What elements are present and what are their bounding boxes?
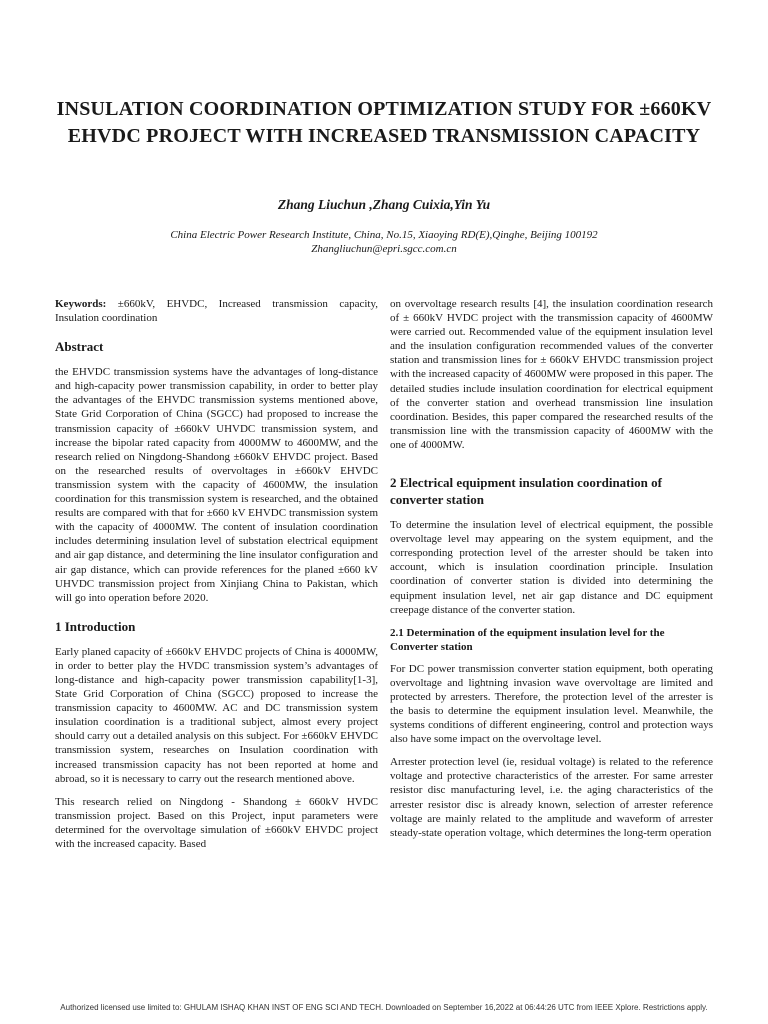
introduction-paragraph-1: Early planed capacity of ±660kV EHVDC projects of China is 4000MW, in order to better play the HVDC transmission system’s advantages of long-distance and high-capacity power transmission capability[1-3], State Grid Corporation of China (SGCC) proposed to increase the transmission capacity to 4600MW. AC and DC transmission system insulation coordination is a traditional subject, almost every project should carry out a detailed analysis on this subject. For ±660kV EHVDC transmission system, researches on Insulation coordination with increased transmission capacity has not been reported at home and abroad, so it is necessary to carry out the research mentioned above. (55, 645, 378, 785)
introduction-paragraph-2: This research relied on Ningdong - Shandong ± 660kV HVDC transmission project. Based on this Project, input parameters were determined for the overvoltage simulation of ±660kV EHVDC project with the increased capacity. Based (55, 795, 378, 850)
introduction-heading: 1 Introduction (55, 618, 136, 634)
section-2-1-heading: 2.1 Determination of the equipment insulation level for the Converter station (390, 626, 665, 653)
right-column (390, 297, 713, 849)
section-2-paragraph-1: To determine the insulation level of electrical equipment, the possible overvoltage level may appearing on the system equipment, and the corresponding protection level of the arrester should be taken into account, which is insulation coordination principle. Insulation coordination of converter station is divided into determining the equipment insulation level, net air gap distance and DC equipment creepage distance of the converter station. (390, 519, 713, 616)
paper-authors: Zhang Liuchun ,Zhang Cuixia,Yin Yu (277, 197, 491, 212)
abstract-heading: Abstract (55, 339, 104, 355)
keywords-paragraph (55, 297, 378, 325)
license-footer: Authorized licensed use limited to: GHULAM ISHAQ KHAN INST OF ENG SCI AND TECH. Downloaded on September 16,2022 at 06:44:26 UTC from IEEE Xplore. Restrictions apply. (60, 1003, 708, 1012)
section-2-1-paragraph-2: Arrester protection level (ie, residual voltage) is related to the reference voltage and protective characteristics of the arrester. For same arrester resistor disc manufacturing level, i.e. the aging characteristics of the arrester resistor disc is already known, selection of arrester reference voltage are mainly related to the amplitude and waveform of arrester steady-state operation voltage, which determines the long-term operation (390, 756, 713, 839)
paper-title: INSULATION COORDINATION OPTIMIZATION STUDY FOR ±660KV EHVDC PROJECT WITH INCREASED TRANSMISSION CAPACITY (56, 98, 712, 147)
keywords-text: ±660kV, EHVDC, Increased transmission capacity, Insulation coordination (55, 298, 378, 325)
continued-paragraph: on overvoltage research results [4], the insulation coordination research of ± 660kV HVDC project with the transmission capacity of 4600MW were carried out. Recommended value of the equipment insulation level and the insulation configuration recommended values of the converter station and transmission lines for ± 660kV EHVDC transmission project with the increased capacity of 4600MW were proposed in this paper. The detailed studies include insulation coordination for electrical equipment of the converter station and overhead transmission line insulation coordination. Besides, this paper compared the researched results of the transmission line with the transmission capacity of 4600MW with the one of 4000MW. (390, 298, 713, 451)
author-affiliation-block (40, 228, 728, 256)
author-affiliation: China Electric Power Research Institute, China, No.15, Xiaoying RD(E),Qinghe, Beijing 100192 (170, 229, 598, 241)
keywords-label: Keywords: (55, 298, 107, 310)
left-column (55, 297, 378, 860)
author-email: Zhangliuchun@epri.sgcc.com.cn (311, 243, 457, 255)
section-2-1-paragraph-1: For DC power transmission converter station equipment, both operating overvoltage and lightning invasion wave overvoltage are limited and protected by arresters. Therefore, the protection level of the arrester is the basis to determine the equipment insulation level. Meanwhile, the systems conditions of different engineering, control and protection ways also have some impact on the overvoltage level. (390, 662, 713, 746)
abstract-text: the EHVDC transmission systems have the advantages of long-distance and high-capacity power transmission capability, in order to better play the advantages of the EHVDC transmission systems mentioned above, State Grid Corporation of China (SGCC) had proposed to increase the transmission capacity of ±660kV UHVDC transmission system, and increase the bipolar rated capacity from 4000MW to 4600MW, and the research relied on Ningdong-Shandong ±660kV EHVDC project. Based on the researched results of overvoltages in ±660kV EHVDC transmission system with the capacity of 4600MW, the insulation coordination for this transmission system is researched, and the obtained results are compared with that for ±660 kV EHVDC transmission system with the capacity of 4000MW. The content of insulation coordination includes determining insulation level of substation electrical equipment and air gap distance, and determining the line insulator configuration and air gap distance, which can provide references for the planed ±660 kV UHVDC transmission project from Xinjiang China to Pakistan, which will go into operation before 2020. (55, 366, 378, 604)
section-2-heading: 2 Electrical equipment insulation coordination of converter station (390, 475, 662, 508)
